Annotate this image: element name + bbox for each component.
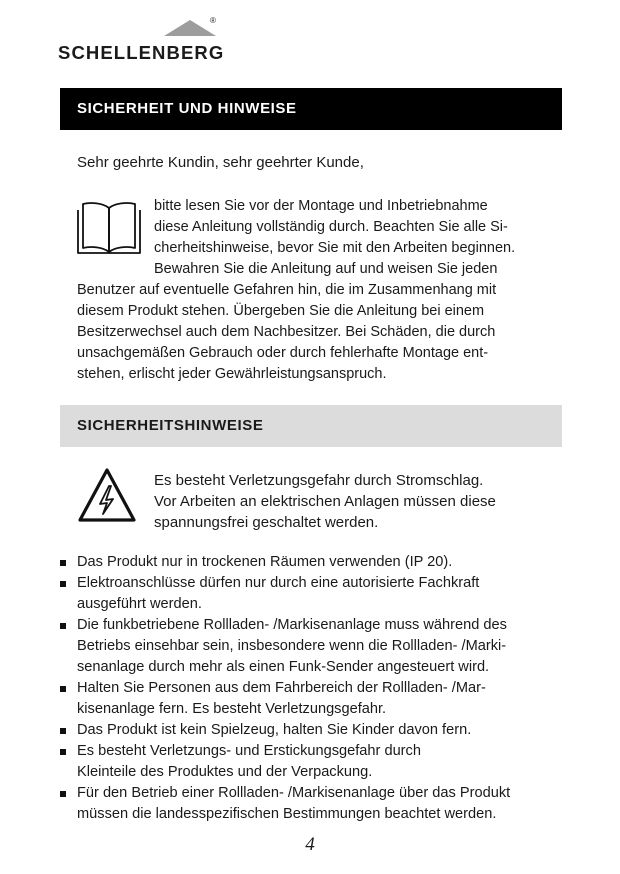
- safety-bullet-list: [60, 552, 570, 825]
- paragraph-line: Benutzer auf eventuelle Gefahren hin, die im Zusammenhang mit: [77, 282, 497, 298]
- brand-name: SCHELLENBERG: [58, 42, 225, 63]
- warning-line: Vor Arbeiten an elektrischen Anlagen müssen diese: [154, 493, 496, 510]
- bullet-line: kisenanlage fern. Es besteht Verletzungsgefahr.: [77, 701, 387, 717]
- warning-line: Es besteht Verletzungsgefahr durch Stromschlag.: [154, 472, 484, 489]
- bullet-line: Es besteht Verletzungs- und Erstickungsgefahr durch: [77, 743, 421, 759]
- greeting: Sehr geehrte Kundin, sehr geehrter Kunde,: [77, 154, 364, 171]
- paragraph-line: cherheitshinweise, bevor Sie mit den Arbeiten beginnen.: [154, 240, 516, 256]
- registered-mark: ®: [210, 16, 216, 25]
- bullet-item: [60, 552, 570, 573]
- section-heading-safety-notes: SICHERHEITSHINWEISE: [60, 405, 562, 447]
- bullet-line: Das Produkt ist kein Spielzeug, halten Sie Kinder davon fern.: [77, 722, 472, 738]
- electric-hazard-icon: [76, 466, 138, 526]
- brand-logo: [58, 18, 228, 64]
- bullet-line: Die funkbetriebene Rollladen- /Markisenanlage muss während des: [77, 617, 507, 633]
- paragraph-line: bitte lesen Sie vor der Montage und Inbetriebnahme: [154, 198, 488, 214]
- bullet-line: müssen die landesspezifischen Bestimmungen beachtet werden.: [77, 806, 497, 822]
- bullet-line: Betriebs einsehbar sein, insbesondere wenn die Rollladen- /Marki-: [77, 638, 507, 654]
- paragraph-line: diesem Produkt stehen. Übergeben Sie die Anleitung bei einem: [77, 303, 485, 319]
- bullet-item: [60, 720, 570, 741]
- bullet-line: Halten Sie Personen aus dem Fahrbereich der Rollladen- /Mar-: [77, 680, 486, 696]
- bullet-line: Kleinteile des Produktes und der Verpackung.: [77, 764, 373, 780]
- bullet-item: [60, 573, 570, 615]
- page-number: 4: [305, 834, 315, 855]
- bullet-line: Für den Betrieb einer Rollladen- /Markisenanlage über das Produkt: [77, 785, 511, 801]
- bullet-line: Elektroanschlüsse dürfen nur durch eine autorisierte Fachkraft: [77, 575, 480, 591]
- roof-logo-icon: [164, 20, 216, 36]
- bullet-line: ausgeführt werden.: [77, 596, 202, 612]
- bullet-item: [60, 783, 570, 825]
- bullet-item: [60, 678, 570, 720]
- electric-warning-text: [154, 470, 496, 533]
- section-heading-safety: SICHERHEIT UND HINWEISE: [60, 88, 562, 130]
- bullet-line: senanlage durch mehr als einen Funk-Sender angesteuert wird.: [77, 659, 490, 675]
- warning-line: spannungsfrei geschaltet werden.: [154, 514, 379, 531]
- bullet-item: [60, 615, 570, 678]
- paragraph-line: unsachgemäßen Gebrauch oder durch fehlerhafte Montage ent-: [77, 345, 489, 361]
- paragraph-line: Besitzerwechsel auch dem Nachbesitzer. Bei Schäden, die durch: [77, 324, 496, 340]
- paragraph-line: diese Anleitung vollständig durch. Beachten Sie alle Si-: [154, 219, 508, 235]
- intro-paragraph: [77, 196, 567, 385]
- bullet-line: Das Produkt nur in trockenen Räumen verwenden (IP 20).: [77, 554, 453, 570]
- bullet-item: [60, 741, 570, 783]
- paragraph-line: Bewahren Sie die Anleitung auf und weisen Sie jeden: [154, 261, 498, 277]
- paragraph-line: stehen, erlischt jeder Gewährleistungsanspruch.: [77, 366, 387, 382]
